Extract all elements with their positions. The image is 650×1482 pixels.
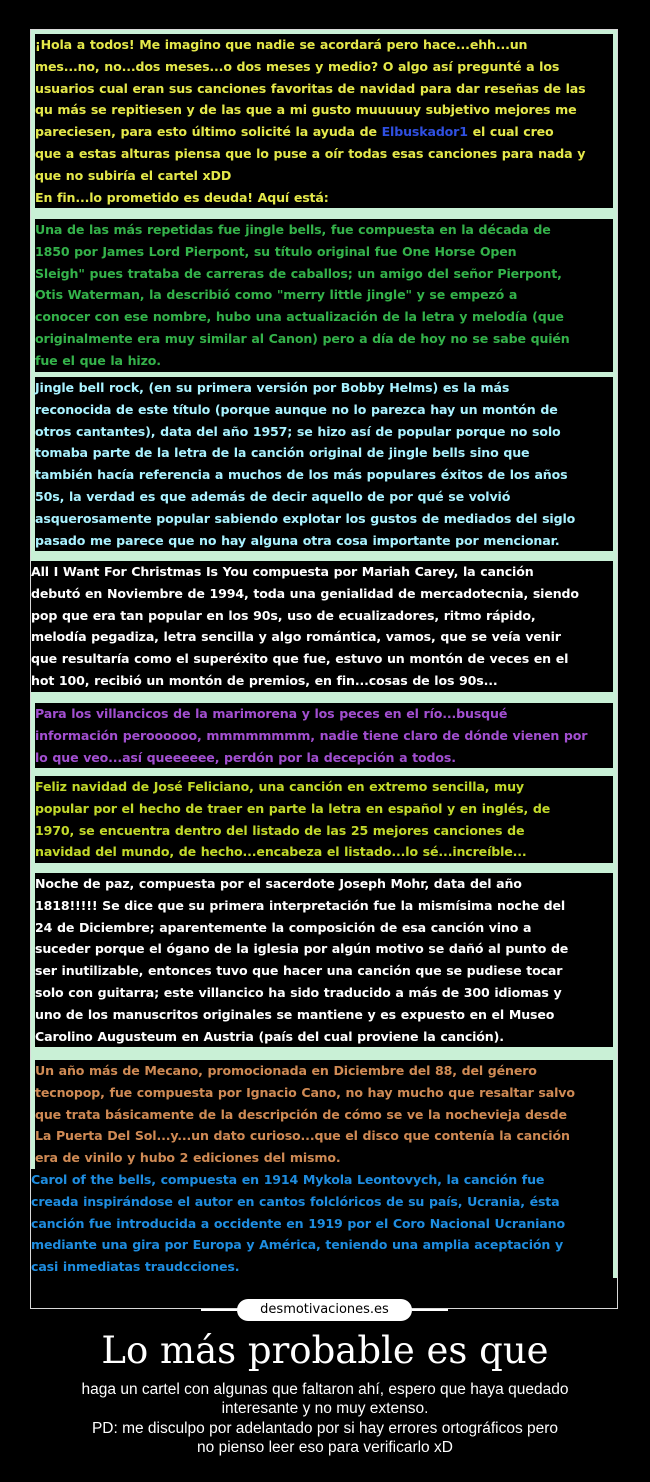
- paragraph-jingle-bells: [35, 219, 613, 372]
- text-line: mediante una gira por Europa y América, teniendo una amplia aceptación y: [31, 1237, 564, 1253]
- poster-frame: [30, 29, 618, 1309]
- text-line: qu más se repitiesen y de las que a mi gusto muuuuuy subjetivo mejores me: [35, 102, 577, 118]
- text-line: uno de los manuscritos originales se mantiene y es expuesto en el Museo: [35, 1006, 555, 1022]
- text-line: solo con guitarra; este villancico ha sido traducido a más de 300 idiomas y: [35, 984, 562, 1000]
- text-line: hot 100, recibió un montón de premios, en fin...cosas de los 90s...: [31, 672, 498, 688]
- caption-line: haga un cartel con algunas que faltaron ahí, espero que haya quedado: [81, 1381, 569, 1398]
- text-line: canción fue introducida a occidente en 1919 por el Coro Nacional Ucraniano: [31, 1215, 565, 1231]
- text-line: All I Want For Christmas Is You compuesta por Mariah Carey, la canción: [31, 564, 534, 579]
- poster-image: [31, 30, 617, 1308]
- text-line: suceder porque el ógano de la iglesia por algún motivo se dañó al punto de: [35, 941, 569, 957]
- text-line: pop que era tan popular en los 90s, uso de ecualizadores, ritmo rápido,: [31, 607, 536, 623]
- text-line: navidad del mundo, de hecho...encabeza el listado...lo sé...increíble...: [35, 844, 527, 860]
- site-logo-text: desmotivaciones.es: [260, 1302, 389, 1317]
- text-line: 50s, la verdad es que además de decir aquello de por qué se volvió: [35, 488, 511, 504]
- text-segment: el cual creo: [467, 124, 554, 140]
- caption-body: [20, 1380, 630, 1458]
- paragraph-intro: [35, 34, 613, 208]
- text-line: ¡Hola a todos! Me imagino que nadie se acordará pero hace...ehh...un: [35, 37, 528, 52]
- text-line: tomaba parte de la letra de la canción original de jingle bells sino que: [35, 445, 530, 461]
- text-line: Noche de paz, compuesta por el sacerdote Joseph Mohr, data del año: [35, 876, 522, 891]
- text-line: Sleigh" pues trataba de carreras de caballos; un amigo del señor Pierpont,: [35, 265, 562, 281]
- text-segment: pareciesen, para esto último solicité la ayuda de: [35, 124, 377, 140]
- text-line: debutó en Noviembre de 1994, toda una genialidad de mercadotecnia, siendo: [31, 585, 579, 601]
- text-line: Una de las más repetidas fue jingle bells, fue compuesta en la década de: [35, 222, 551, 237]
- paragraph-noche-de-paz: [35, 873, 613, 1047]
- text-line: también hacía referencia a muchos de los más populares éxitos de los años: [35, 467, 568, 483]
- text-line: Para los villancicos de la marimorena y los peces en el río...busqué: [35, 706, 508, 721]
- text-line: usuarios cual eran sus canciones favoritas de navidad para dar reseñas de las: [35, 80, 586, 96]
- text-line: 1970, se encuentra dentro del listado de las 25 mejores canciones de: [35, 822, 525, 838]
- text-line: Jingle bell rock, (en su primera versión por Bobby Helms) es la más: [35, 380, 510, 395]
- text-line: lo que veo...así queeeeee, perdón por la decepción a todos.: [35, 749, 456, 765]
- text-line: pasado me parece que no hay alguna otra cosa importante por mencionar.: [35, 532, 560, 548]
- text-line: mes...no, no...dos meses...o dos meses y medio? O algo así pregunté a los: [35, 58, 560, 74]
- text-line: asquerosamente popular sabiendo explotar los gustos de mediados del siglo: [35, 510, 576, 526]
- text-line: era de vinilo y hubo 2 ediciones del mismo.: [35, 1150, 341, 1166]
- paragraph-jingle-bell-rock: [35, 377, 613, 551]
- text-line: fue el que la hizo.: [35, 352, 161, 368]
- text-line: que resultaría como el superéxito que fue, estuvo un montón de veces en el: [31, 651, 569, 667]
- text-line: tecnopop, fue compuesta por Ignacio Cano, no hay mucho que resaltar salvo: [35, 1084, 575, 1100]
- text-line: que no subiría el cartel xDD: [35, 167, 232, 183]
- text-line: conocer con ese nombre, hubo una actualización de la letra y melodía (que: [35, 309, 564, 325]
- text-line: 1850 por James Lord Pierpont, su título original fue One Horse Open: [35, 243, 517, 259]
- paragraph-all-i-want: [31, 561, 613, 692]
- paragraph-villancicos: [35, 703, 613, 768]
- text-line: En fin...lo prometido es deuda! Aquí está:: [35, 189, 329, 205]
- site-logo[interactable]: [237, 1299, 412, 1321]
- paragraph-carol-of-the-bells: [31, 1169, 613, 1278]
- caption-line: no pienso leer eso para verificarlo xD: [197, 1439, 453, 1457]
- paragraph-feliz-navidad: [35, 776, 613, 863]
- text-line: [35, 121, 613, 143]
- text-line: Un año más de Mecano, promocionada en Diciembre del 88, del género: [35, 1063, 537, 1078]
- caption-line: PD: me disculpo por adelantado por si hay errores ortográficos pero: [91, 1419, 559, 1437]
- text-line: que a estas alturas piensa que lo puse a oír todas esas canciones para nada y: [35, 145, 586, 161]
- text-line: Carol of the bells, compuesta en 1914 Mykola Leontovych, la canción fue: [31, 1172, 545, 1187]
- text-line: que trata básicamente de la descripción de cómo se ve la nochevieja desde: [35, 1106, 567, 1122]
- text-line: Carolino Augusteum en Austria (país del cual proviene la canción).: [35, 1028, 504, 1044]
- text-line: reconocida de este título (porque aunque no lo parezca hay un montón de: [35, 401, 558, 417]
- text-line: otros cantantes), data del año 1957; se hizo así de popular porque no solo: [35, 423, 561, 439]
- caption-line: interesante y no muy extenso.: [221, 1400, 429, 1418]
- text-line: creada inspirándose el autor en cantos folclóricos de su país, Ucrania, ésta: [31, 1193, 560, 1209]
- text-line: 1818!!!!! Se dice que su primera interpretación fue la mismísima noche del: [35, 897, 566, 913]
- paragraph-mecano: [35, 1060, 613, 1169]
- user-mention[interactable]: Elbuskador1: [381, 124, 468, 140]
- text-line: casi inmediatas traudcciones.: [31, 1259, 240, 1275]
- text-line: ser inutilizable, entonces tuvo que hacer una canción que se pudiese tocar: [35, 963, 563, 979]
- text-line: popular por el hecho de traer en parte la letra en español y en inglés, de: [35, 800, 551, 816]
- text-line: La Puerta Del Sol...y...un dato curioso...que el disco que contenía la canción: [35, 1128, 570, 1144]
- text-line: Feliz navidad de José Feliciano, una canción en extremo sencilla, muy: [35, 779, 524, 794]
- text-line: melodía pegadiza, letra sencilla y algo romántica, vamos, que se veía venir: [31, 629, 561, 645]
- text-line: Otis Waterman, la describió como "merry little jingle" y se empezó a: [35, 287, 518, 303]
- text-line: originalmente era muy similar al Canon) pero a día de hoy no se sabe quién: [35, 330, 570, 346]
- text-line: información peroooooo, mmmmmmmm, nadie tiene claro de dónde vienen por: [35, 727, 588, 743]
- text-line: 24 de Diciembre; aparentemente la composición de esa canción vino a: [35, 919, 532, 935]
- caption-title: Lo más probable es que: [101, 1329, 549, 1372]
